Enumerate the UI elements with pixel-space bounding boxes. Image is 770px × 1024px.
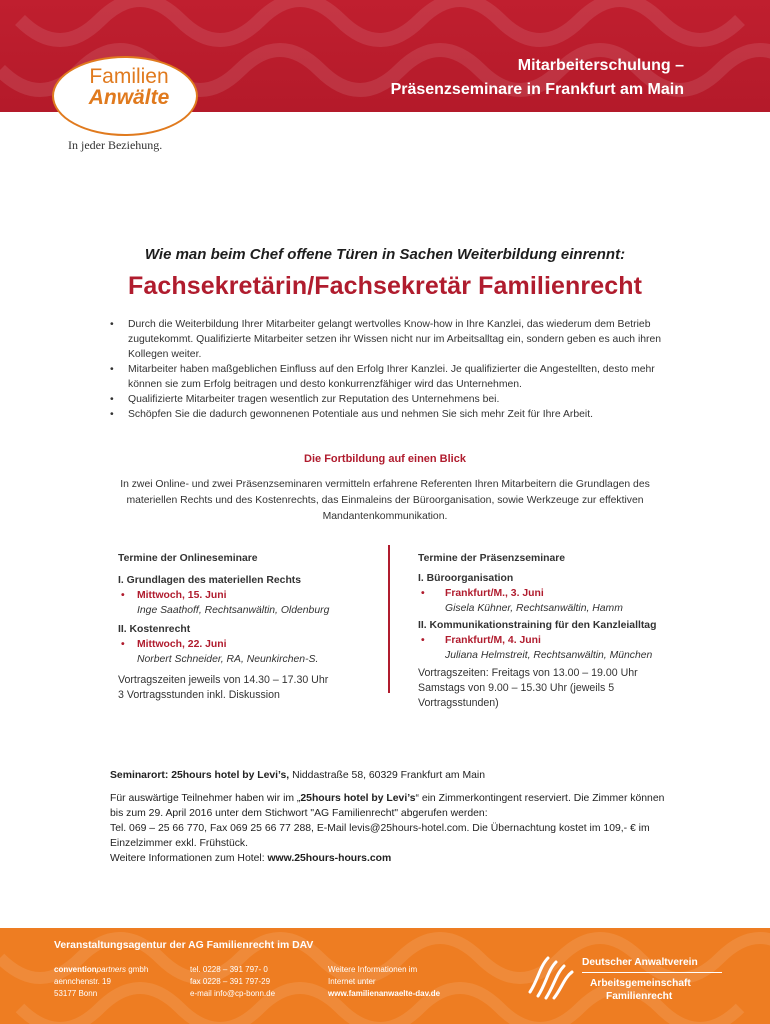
venue-text-a: Für auswärtige Teilnehmer haben wir im „ <box>110 793 301 804</box>
online-seminars <box>118 551 373 703</box>
footer-contact <box>190 964 275 1000</box>
benefit-list <box>110 317 685 422</box>
venue-contact: Tel. 069 – 25 66 770, Fax 069 25 66 77 288, E-Mail levis@25hours-hotel.com. Die Übernachtung kostet im 109,- € im Einzelzimmer exkl. Frühstück. <box>110 823 650 849</box>
presence-seminars <box>418 551 693 711</box>
footer-company <box>54 964 148 976</box>
presence-times-line2: Samstags von 9.00 – 15.30 Uhr (jeweils 5 <box>418 682 615 694</box>
online-seminar1-date: • Mittwoch, 15. Juni <box>118 588 373 603</box>
footer-info-line1: Weitere Informationen im <box>328 965 418 974</box>
online-seminar1-title: I. Grundlagen des materiellen Rechts <box>118 575 302 586</box>
logo-line1: Familien <box>89 65 169 88</box>
venue-more-info: Weitere Informationen zum Hotel: <box>110 853 268 864</box>
presence-seminar1-date: • Frankfurt/M., 3. Juni <box>418 586 693 601</box>
ag-line1: Arbeitsgemeinschaft <box>590 978 691 989</box>
list-item: • Qualifizierte Mitarbeiter tragen wesentlich zur Reputation des Unternehmens bei. <box>110 392 685 407</box>
venue-address: Niddastraße 58, 60329 Frankfurt am Main <box>289 770 485 781</box>
footer-email[interactable]: e-mail info@cp-bonn.de <box>190 989 276 998</box>
presence-seminar2-date: • Frankfurt/M, 4. Juni <box>418 633 693 648</box>
company-name-suffix: gmbh <box>126 965 149 974</box>
presence-times-line1: Vortragszeiten: Freitags von 13.00 – 19.00 Uhr <box>418 667 638 679</box>
company-name-italic: partners <box>96 965 127 974</box>
header-title-line1: Mitarbeiterschulung – <box>517 57 684 74</box>
venue-details <box>110 791 670 866</box>
online-times: Vortragszeiten jeweils von 14.30 – 17.30 Uhr <box>118 674 329 686</box>
overview-description: In zwei Online- und zwei Präsenzseminaren vermitteln erfahrene Referenten Ihren Mitarbeitern die Grundlagen des materiellen Rechts und des Kostenrechts, das Einmaleins der Büroorganisation, sowie Werkzeuge zur effektiven Mandantenkommunikation. <box>120 479 650 522</box>
venue-line <box>110 768 670 783</box>
online-seminar2-date: • Mittwoch, 22. Juni <box>118 637 373 652</box>
presence-seminar1-speaker: Gisela Kühner, Rechtsanwältin, Hamm <box>445 603 623 614</box>
dav-name: Deutscher Anwaltverein <box>582 957 698 968</box>
footer-street: aennchenstr. 19 <box>54 977 111 986</box>
online-seminar2-speaker: Norbert Schneider, RA, Neunkirchen-S. <box>137 654 319 665</box>
logo <box>74 66 184 108</box>
dav-logo-icon <box>526 952 576 1000</box>
footer-tel: tel. 0228 – 391 797- 0 <box>190 965 268 974</box>
presence-times-line3: Vortragsstunden) <box>418 697 499 709</box>
ag-line2: Familienrecht <box>606 991 673 1002</box>
presence-seminar2-speaker: Juliana Helmstreit, Rechtsanwältin, München <box>445 650 653 661</box>
list-item: • Durch die Weiterbildung Ihrer Mitarbeiter gelangt wertvolles Know-how in Ihre Kanzlei, das wiederum dem Betrieb zugutekommt. Qualifizierte Mitarbeiter setzen ihr Wissen nicht nur im Arbeitsalltag ein, sondern geben es auch ihren Kollegen weiter. <box>110 317 685 362</box>
online-seminar1-speaker: Inge Saathoff, Rechtsanwältin, Oldenburg <box>137 605 330 616</box>
hotel-link[interactable]: www.25hours-hours.com <box>267 853 392 864</box>
footer-city: 53177 Bonn <box>54 989 98 998</box>
online-seminar2-title: II. Kostenrecht <box>118 624 191 635</box>
footer-info <box>328 964 440 1000</box>
presence-heading: Termine der Präsenzseminare <box>418 553 566 564</box>
list-item: • Mitarbeiter haben maßgeblichen Einfluss auf den Erfolg Ihrer Kanzlei. Je qualifizierter die Angestellten, desto mehr können sie zum Erfolg beitragen und desto konkurrenzfähiger wird das Unternehmen. <box>110 362 685 392</box>
footer-title: Veranstaltungsagentur der AG Familienrecht im DAV <box>54 940 314 951</box>
online-heading: Termine der Onlineseminare <box>118 553 258 564</box>
column-divider <box>388 545 390 693</box>
footer-address <box>54 964 148 1000</box>
footer-fax: fax 0228 – 391 797-29 <box>190 977 271 986</box>
logo-tagline: In jeder Beziehung. <box>68 138 163 152</box>
venue-info <box>110 768 670 866</box>
presence-seminar1-title: I. Büroorganisation <box>418 573 514 584</box>
footer-info-line2: Internet unter <box>328 977 376 986</box>
footer <box>0 928 770 1024</box>
venue-text-b: “ ein Zimmerkontingent reserviert. Die Zimmer können bis zum 29. April 2016 unter dem Stichwort "AG Familienrecht" abgerufen werden: <box>110 793 665 819</box>
subheading: Wie man beim Chef offene Türen in Sachen Weiterbildung einrennt: <box>144 246 626 263</box>
logo-line2: Anwälte <box>88 86 170 109</box>
venue-hotel-name: 25hours hotel by Levi’s <box>300 793 416 804</box>
footer-website-link[interactable]: www.familienanwaelte-dav.de <box>328 989 441 998</box>
venue-label: Seminarort: 25hours hotel by Levi’s, <box>110 770 290 781</box>
page-title: Fachsekretärin/Fachsekretär Familienrecht <box>127 272 643 300</box>
company-name-bold: convention <box>54 965 97 974</box>
overview-title: Die Fortbildung auf einen Blick <box>304 453 466 465</box>
header-title <box>391 54 684 102</box>
online-hours: 3 Vortragsstunden inkl. Diskussion <box>118 689 280 701</box>
header-title-line2: Präsenzseminare in Frankfurt am Main <box>390 81 684 98</box>
presence-seminar2-title: II. Kommunikationstraining für den Kanzleialltag <box>418 620 657 631</box>
dav-logo-text <box>582 956 722 1003</box>
dav-divider <box>582 972 722 973</box>
list-item: • Schöpfen Sie die dadurch gewonnenen Potentiale aus und nehmen Sie sich mehr Zeit für Ihre Arbeit. <box>110 407 685 422</box>
